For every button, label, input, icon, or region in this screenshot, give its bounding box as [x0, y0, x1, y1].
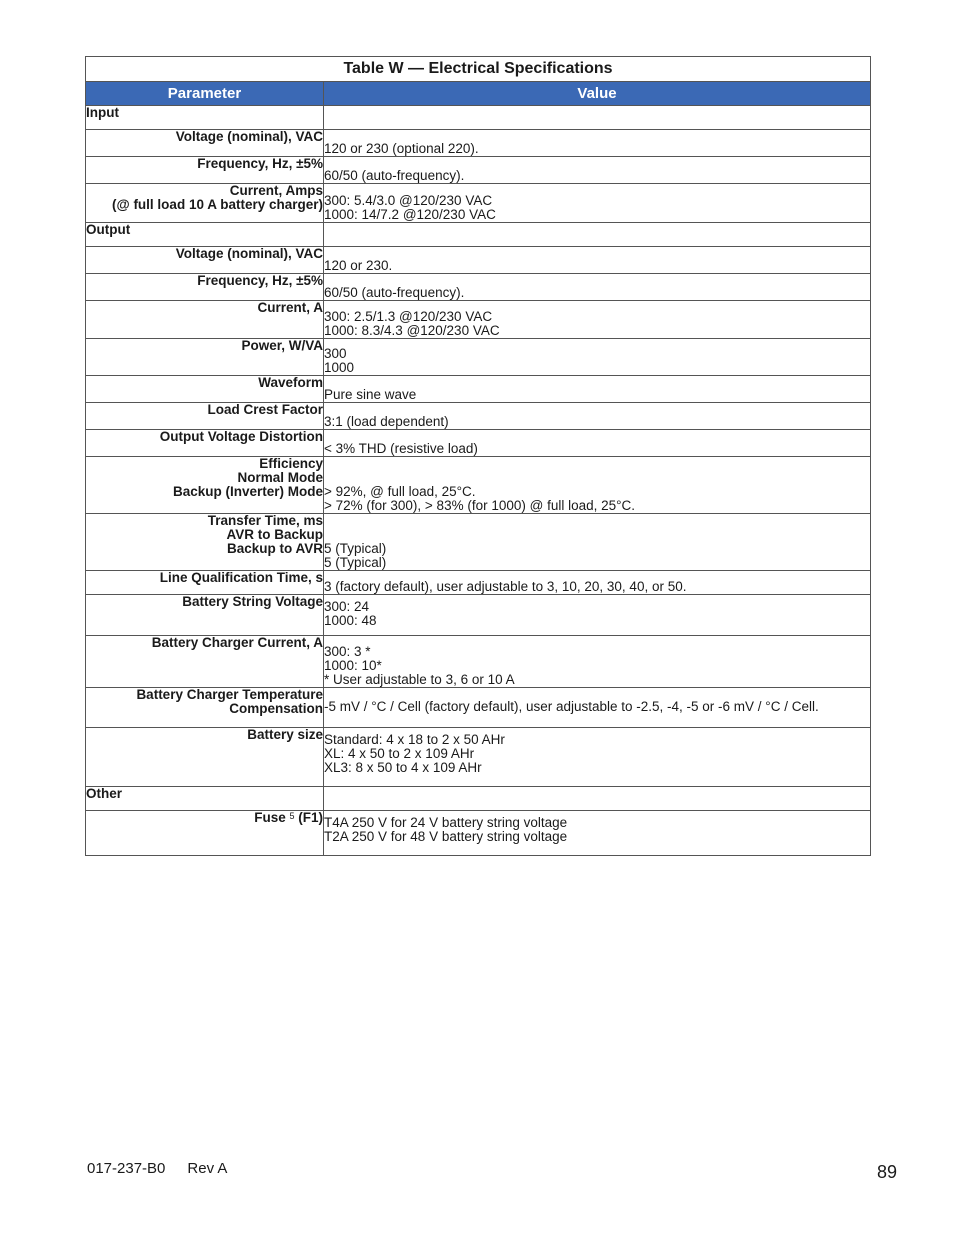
value-cell — [324, 274, 871, 301]
document-number: 017-237-B0 — [87, 1160, 166, 1177]
parameter-text: Battery size — [247, 727, 323, 742]
table-row — [86, 274, 871, 301]
parameter-cell — [86, 376, 324, 403]
parameter-cell — [86, 728, 324, 787]
parameter-text: Waveform — [258, 375, 323, 390]
table-row — [86, 457, 871, 514]
parameter-text: Current, A — [257, 300, 323, 315]
parameter-cell — [86, 157, 324, 184]
table-title-row — [86, 57, 871, 82]
value-cell — [324, 301, 871, 339]
value-text: XL: 4 x 50 to 2 x 109 AHr — [324, 746, 475, 761]
parameter-text: Voltage (nominal), VAC — [175, 246, 323, 261]
section-label: Output — [86, 223, 324, 247]
parameter-cell — [86, 514, 324, 571]
value-cell — [324, 403, 871, 430]
value-text: XL3: 8 x 50 to 4 x 109 AHr — [324, 760, 482, 775]
value-text: -5 mV / °C / Cell (factory default), user adjustable to -2.5, -4, -5 or -6 mV / °C / Cell. — [324, 698, 819, 714]
parameter-text: AVR to Backup — [226, 527, 323, 542]
header-parameter: Parameter — [86, 82, 324, 106]
fuse-label: Fuse — [254, 810, 290, 825]
value-cell — [324, 247, 871, 274]
parameter-cell — [86, 130, 324, 157]
value-text: 1000: 48 — [324, 613, 377, 628]
parameter-cell — [86, 274, 324, 301]
value-text: 3:1 (load dependent) — [324, 414, 449, 429]
section-row — [86, 787, 871, 811]
parameter-text: Compensation — [229, 701, 323, 716]
value-text: 300: 2.5/1.3 @120/230 VAC — [324, 309, 493, 324]
value-cell — [324, 339, 871, 376]
parameter-text: Output Voltage Distortion — [159, 429, 323, 444]
value-text: 1000 — [324, 360, 355, 375]
parameter-text: Voltage (nominal), VAC — [175, 129, 323, 144]
table-row — [86, 688, 871, 728]
parameter-cell — [86, 571, 324, 595]
value-text: Pure sine wave — [324, 387, 417, 402]
value-text: T4A 250 V for 24 V battery string voltage — [324, 815, 568, 830]
value-text: 60/50 (auto-frequency). — [324, 285, 465, 300]
value-text: 5 (Typical) — [324, 541, 387, 556]
value-text: 1000: 14/7.2 @120/230 VAC — [324, 207, 496, 222]
table-row — [86, 339, 871, 376]
value-cell — [324, 130, 871, 157]
electrical-specifications-table — [85, 56, 871, 856]
value-cell — [324, 157, 871, 184]
header-value: Value — [324, 82, 871, 106]
value-cell — [324, 514, 871, 571]
section-row — [86, 223, 871, 247]
table-row — [86, 247, 871, 274]
table-row — [86, 636, 871, 688]
table-row — [86, 728, 871, 787]
value-text: 60/50 (auto-frequency). — [324, 168, 465, 183]
value-text: 120 or 230 (optional 220). — [324, 141, 479, 156]
parameter-cell — [86, 339, 324, 376]
parameter-cell — [86, 184, 324, 223]
table-row — [86, 184, 871, 223]
table-title: Table W — Electrical Specifications — [86, 57, 871, 82]
value-cell — [324, 688, 871, 728]
value-text: T2A 250 V for 48 V battery string voltage — [324, 829, 568, 844]
value-text: 300 — [324, 346, 347, 361]
table-header-row — [86, 82, 871, 106]
table-row — [86, 571, 871, 595]
value-text: * User adjustable to 3, 6 or 10 A — [324, 672, 515, 687]
parameter-cell — [86, 636, 324, 688]
parameter-text: Battery Charger Temperature — [136, 687, 323, 702]
parameter-text: Backup (Inverter) Mode — [172, 484, 323, 499]
value-text: < 3% THD (resistive load) — [324, 441, 478, 456]
parameter-text: Frequency, Hz, ±5% — [197, 273, 323, 288]
value-cell — [324, 636, 871, 688]
section-label: Other — [86, 787, 324, 811]
parameter-text: Battery String Voltage — [182, 594, 323, 609]
value-text: 5 (Typical) — [324, 555, 387, 570]
table-row — [86, 403, 871, 430]
footnote-marker: 5 — [289, 811, 295, 821]
document-revision: Rev A — [187, 1160, 228, 1177]
parameter-text: Backup to AVR — [226, 541, 323, 556]
table-row — [86, 301, 871, 339]
value-text: > 92%, @ full load, 25°C. — [324, 484, 476, 499]
section-row — [86, 106, 871, 130]
parameter-cell — [86, 688, 324, 728]
value-cell — [324, 728, 871, 787]
section-label: Input — [86, 106, 324, 130]
table-row — [86, 376, 871, 403]
parameter-text: Load Crest Factor — [207, 402, 323, 417]
table-row — [86, 130, 871, 157]
page-footer — [87, 1160, 249, 1177]
parameter-cell — [86, 430, 324, 457]
value-cell — [324, 184, 871, 223]
value-text: 1000: 8.3/4.3 @120/230 VAC — [324, 323, 500, 338]
parameter-text: Line Qualification Time, s — [159, 570, 323, 585]
value-cell — [324, 595, 871, 636]
section-empty-cell — [324, 787, 871, 811]
value-text: Standard: 4 x 18 to 2 x 50 AHr — [324, 732, 505, 747]
parameter-text: Current, Amps — [229, 183, 323, 198]
parameter-text: Battery Charger Current, A — [151, 635, 323, 650]
parameter-text: Normal Mode — [237, 470, 323, 485]
parameter-text: Power, W/VA — [241, 338, 323, 353]
value-text: 300: 3 * — [324, 644, 371, 659]
fuse-designator: (F1) — [294, 810, 323, 825]
value-cell — [324, 430, 871, 457]
parameter-text: (@ full load 10 A battery charger) — [112, 197, 323, 212]
value-cell — [324, 811, 871, 856]
table-row — [86, 514, 871, 571]
value-text: 1000: 10* — [324, 658, 382, 673]
value-text: 300: 5.4/3.0 @120/230 VAC — [324, 193, 493, 208]
parameter-text: Efficiency — [259, 456, 323, 471]
parameter-text — [86, 811, 323, 825]
parameter-text: Transfer Time, ms — [207, 513, 323, 528]
value-cell — [324, 571, 871, 595]
page-number: 89 — [877, 1162, 898, 1182]
parameter-text: Frequency, Hz, ±5% — [197, 156, 323, 171]
table-row — [86, 595, 871, 636]
parameter-cell — [86, 457, 324, 514]
table-row — [86, 430, 871, 457]
parameter-cell — [86, 301, 324, 339]
table-row — [86, 157, 871, 184]
parameter-cell — [86, 595, 324, 636]
parameter-cell — [86, 403, 324, 430]
parameter-cell — [86, 811, 324, 856]
section-empty-cell — [324, 223, 871, 247]
parameter-cell — [86, 247, 324, 274]
value-cell — [324, 376, 871, 403]
value-text: > 72% (for 300), > 83% (for 1000) @ full load, 25°C. — [324, 498, 636, 513]
value-cell — [324, 457, 871, 514]
value-text: 300: 24 — [324, 599, 370, 614]
table-row — [86, 811, 871, 856]
value-text: 3 (factory default), user adjustable to 3, 10, 20, 30, 40, or 50. — [324, 579, 687, 594]
section-empty-cell — [324, 106, 871, 130]
value-text: 120 or 230. — [324, 258, 393, 273]
